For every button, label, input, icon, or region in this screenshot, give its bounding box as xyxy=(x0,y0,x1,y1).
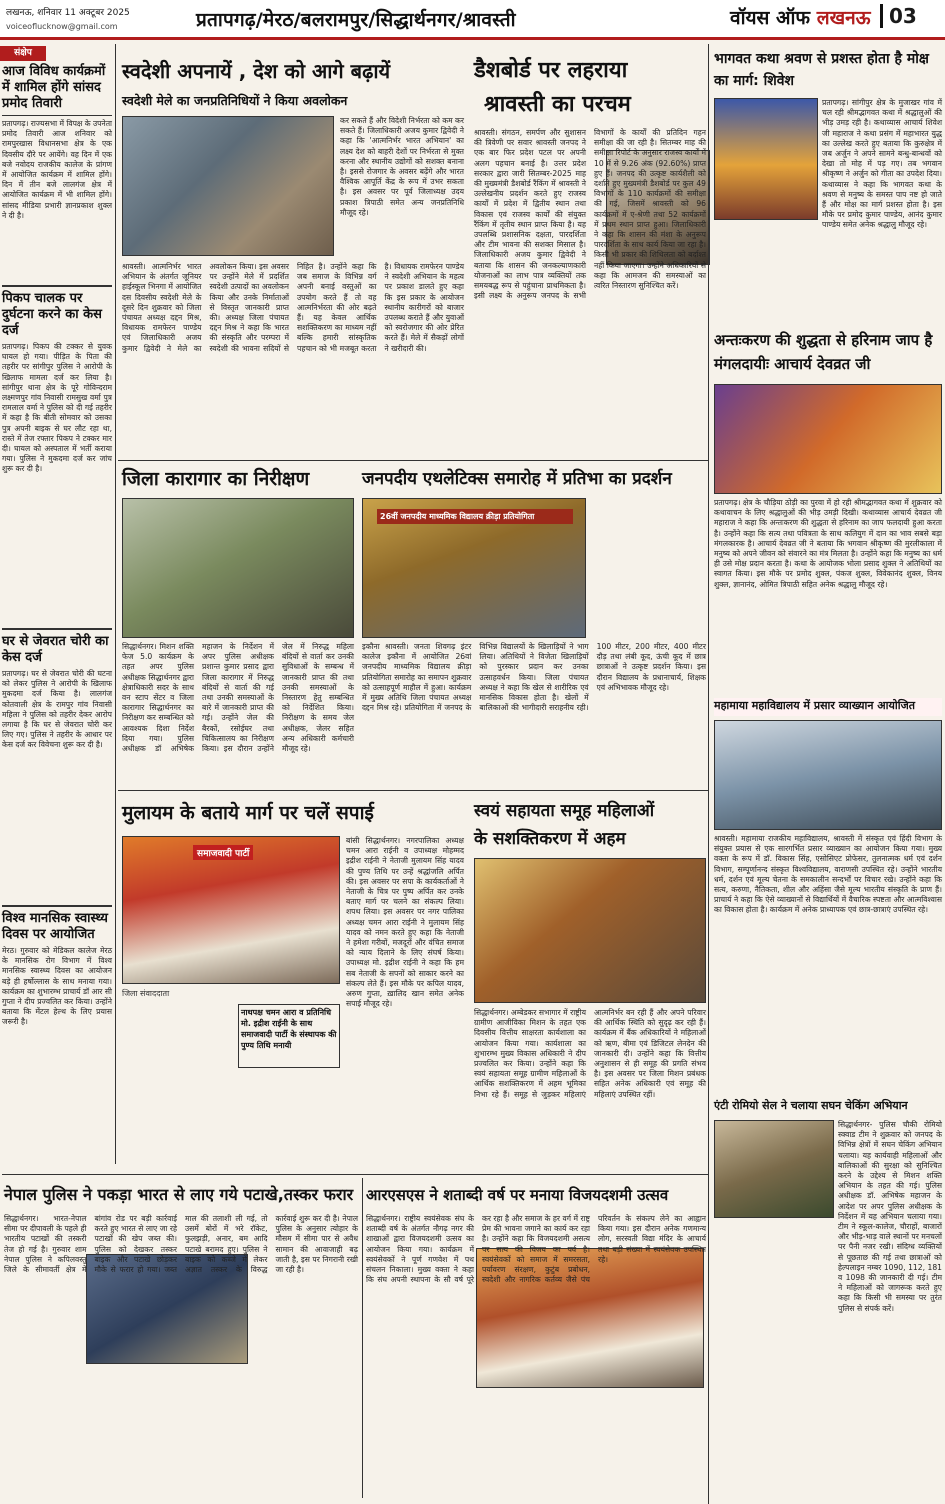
sidebar-headline-2: पिकप चालक पर दुर्घटना करने का केस दर्ज xyxy=(2,285,112,339)
story6-photo xyxy=(362,498,586,638)
story3-body: प्रतापगढ़। सांगीपुर क्षेत्र के मुजाखर गांव में चल रही श्रीमद्भागवत कथा में श्रद्धालुओं की भीड़ उमड़ रही है। कथाव्यास आचार्य शिवेश जी महाराज ने कथा प्रसंग में महाभारत युद्ध का उल्लेख करते हुए बताया कि कुरुक्षेत्र में जब अर्जुन ने अपने सामने बन्धु-बान्धवों को देखा तो मोह में पड़ गए। तब भगवान श्रीकृष्ण ने अर्जुन को गीता का उपदेश दिया। कथाव्यास ने कहा कि भागवत कथा के श्रवण से मनुष्य के समस्त पाप नष्ट हो जाते हैं और मोक्ष का मार्ग प्रशस्त होता है। इस मौके पर प्रमोद कुमार पाण्डेय, आनंद कुमार पाण्डेय समेत अनेक श्रद्धालु मौजूद रहे। xyxy=(822,98,942,230)
sidebar-headline-1: आज विविध कार्यक्रमों में शामिल होंगे सांसद प्रमोद तिवारी xyxy=(2,64,112,116)
masthead-email[interactable]: voiceoflucknow@gmail.com xyxy=(6,22,118,31)
page-number: 03 xyxy=(880,4,917,28)
story7-body: श्रावस्ती। महामाया राजकीय महाविद्यालय, श्रावस्ती में संस्कृत एवं हिंदी विभाग के संयुक्त प्रयास से एक सारगर्भित प्रसार व्याख्यान का आयोजन किया गया। मुख्य वक्ता के रूप में डॉ. विकास सिंह, एसोसिएट प्रोफेसर, तुलनात्मक धर्म एवं दर्शन विभाग, सम्पूर्णानन्द संस्कृत विश्वविद्यालय, वाराणसी उपस्थित रहे। उन्होंने भारतीय धर्म, दर्शन एवं मूल्य चेतना के समकालीन सन्दर्भों पर विचार रखे। उन्होंने कहा कि सत्य, करुणा, नैतिकता, शील और अहिंसा जैसे मूल्य भारतीय संस्कृति के प्राण हैं। प्राचार्य ने कहा कि ऐसे व्याख्यानों से विद्यार्थियों में वैचारिक स्पष्टता और आत्मविश्वास का विकास होता है। कार्यक्रम में अनेक प्राध्यापक एवं छात्र-छात्राएं उपस्थित रहे। xyxy=(714,834,942,915)
sidebar-divider xyxy=(115,44,116,1164)
story8-inset: नाथपक्ष चमन आरा व प्रतिनिधि मो. इद्रीश राईनी के साथ समाजवादी पार्टी के संस्थापक की पुण्य तिथि मनायी xyxy=(238,1004,340,1068)
story5-headline: जिला कारागार का निरीक्षण xyxy=(122,468,310,490)
sidebar-headline-4: विश्व मानसिक स्वास्थ्य दिवस पर आयोजित xyxy=(2,905,112,943)
story4-headline: अन्तःकरण की शुद्धता से हरिनाम जाप है मंगलदायीः आचार्य देवव्रत जी xyxy=(714,331,933,373)
story12-body: सिद्धार्थनगर। राष्ट्रीय स्वयंसेवक संघ के शताब्दी वर्ष के अंतर्गत नौगढ़ नगर की शाखाओं द्वारा विजयदशमी उत्सव का आयोजन किया गया। कार्यक्रम में स्वयंसेवकों ने पूर्ण गणवेश में पथ संचलन निकाला। मुख्य वक्ता ने कहा कि संघ अपनी स्थापना के सौ वर्ष पूरे कर रहा है और समाज के हर वर्ग में राष्ट्र प्रेम की भावना जगाने का कार्य कर रहा है। उन्होंने कहा कि विजयदशमी असत्य पर सत्य की विजय का पर्व है। स्वयंसेवकों को समाज में समरसता, पर्यावरण संरक्षण, कुटुंब प्रबोधन, स्वदेशी और नागरिक कर्तव्य जैसे पंच परिवर्तन के संकल्प लेने का आह्वान किया गया। इस दौरान अनेक गणमान्य लोग, सरस्वती विद्या मंदिर के आचार्य तथा बड़ी संख्या में स्वयंसेवक उपस्थित रहे। xyxy=(366,1214,706,1285)
masthead-cities: प्रतापगढ़/मेरठ/बलरामपुर/सिद्धार्थनगर/श्रावस्ती xyxy=(196,9,516,31)
sidebar-headline-3: घर से जेवरात चोरी का केस दर्ज xyxy=(2,628,112,666)
story7-headline: महामाया महाविद्यालय में प्रसार व्याख्यान आयोजित xyxy=(714,698,942,716)
story9-photo xyxy=(474,858,706,1003)
story6-banner: 26वीं जनपदीय माध्यमिक विद्यालय क्रीड़ा प्रतियोगिता xyxy=(377,509,573,524)
story8-headline: मुलायम के बताये मार्ग पर चलें सपाई xyxy=(122,802,374,824)
brand-part-1: वॉयस xyxy=(730,7,770,29)
story11-headline: नेपाल पुलिस ने पकड़ा भारत से लाए गये पटाखे,तस्कर फरार xyxy=(4,1185,354,1204)
story3-photo xyxy=(714,98,818,220)
story10-body-continued xyxy=(714,1222,942,1498)
story5-body: सिद्धार्थनगर। मिशन शक्ति फेज 5.0 कार्यक्रम के तहत अपर पुलिस अधीक्षक सिद्धार्थनगर द्वारा क्षेत्राधिकारी सदर के साथ वन स्टाप सेंटर व जिला कारागार सिद्धार्थनगर का निरीक्षण कर सम्बन्धित को आवश्यक दिशा निर्देश दिया गया। पुलिस अधीक्षक डॉ अभिषेक महाजन के निर्देशन में अपर पुलिस अधीक्षक प्रशान्त कुमार प्रसाद द्वारा जिला कारागार में निरुद्ध बंदियों से वार्ता की गई तथा उनकी समस्याओं के बारे में जानकारी प्राप्त की गई। उन्होंने जेल की बैरकों, रसोईघर तथा चिकित्सालय का निरीक्षण किया। इस दौरान उन्होंने जेल में निरुद्ध महिला बंदियों से वार्ता कर उनकी सुविधाओं के सम्बन्ध में जानकारी प्राप्त की तथा उनकी समस्याओं के निस्तारण हेतु सम्बन्धित को निर्देशित किया। निरीक्षण के समय जेल अधीक्षक, जेलर सहित अन्य अधिकारी कर्मचारी मौजूद रहे। xyxy=(122,642,354,754)
story2-body: श्रावस्ती। संगठन, समर्पण और सुशासन की त्रिवेणी पर सवार श्रावस्ती जनपद ने एक बार फिर प्रदेश पटल पर अपनी अलग पहचान बनाई है। उत्तर प्रदेश सरकार द्वारा जारी सितम्बर-2025 माह की मुख्यमंत्री डैशबोर्ड रैंकिंग में श्रावस्ती ने उल्लेखनीय प्रदर्शन करते हुए राजस्व कार्यों में प्रदेश में द्वितीय स्थान तथा विकास एवं राजस्व कार्यों की संयुक्त रैंकिंग में तृतीय स्थान प्राप्त किया है। यह उपलब्धि प्रशासनिक दक्षता, पारदर्शिता और टीम भावना की सशक्त मिसाल है। जिलाधिकारी अजय कुमार द्विवेदी ने बताया कि शासन की जनकल्याणकारी योजनाओं का लाभ पात्र व्यक्तियों तक समयबद्ध रूप से पहुंचाना प्राथमिकता है। इसी लक्ष्य के अनुरूप जनपद के सभी विभागों के कार्यों की प्रतिदिन गहन समीक्षा की जा रही है। सितम्बर माह की समीक्षा रिपोर्ट के अनुसार राजस्व कार्यों में 10 में से 9.26 अंक (92.60%) प्राप्त हुए हैं। जनपद की उत्कृष्ट कार्यशैली को दर्शाते हुए मुख्यमंत्री डैशबोर्ड पर कुल 49 विभागों के 110 कार्यक्रमों की समीक्षा की गई, जिसमें श्रावस्ती को 96 कार्यक्रमों में ए-श्रेणी तथा 52 कार्यक्रमों में प्रथम स्थान प्राप्त हुआ। जिलाधिकारी ने कहा कि शासन की मंशा के अनुरूप पारदर्शिता के साथ कार्य किया जा रहा है। किसी भी प्रकार की शिथिलता को बर्दाश्त नहीं किया जाएगा। उन्होंने अधिकारियों से कहा कि आमजन की समस्याओं का त्वरित निस्तारण सुनिश्चित करें। xyxy=(474,128,706,301)
story9-headline-2: के सशक्तिकरण में अहम xyxy=(474,829,626,849)
sidebar-body-3: प्रतापगढ़। घर से जेवरात चोरी की घटना को लेकर पुलिस ने आरोपी के खिलाफ मुकदमा दर्ज किया है। लालगंज कोतवाली क्षेत्र के रामपुर गांव निवासी महिला ने पुलिस को तहरीर देकर आरोप लगाया है कि घर से जेवरात चोरी कर लिए गए। पुलिस ने तहरीर के आधार पर केस दर्ज कर विवेचना शुरू कर दी है। xyxy=(2,669,112,750)
story5-top-rule xyxy=(118,460,708,461)
story6-body: इकौना श्रावस्ती। जनता शिवगढ़ इंटर कालेज इकौना में आयोजित 26वां जनपदीय माध्यमिक विद्यालय क्रीड़ा प्रतियोगिता समारोह का समापन शुक्रवार को उत्साहपूर्ण माहौल में हुआ। कार्यक्रम में मुख्य अतिथि जिला पंचायत अध्यक्ष दद्दन मिश्र रहे। प्रतियोगिता में जनपद के विभिन्न विद्यालयों के खिलाड़ियों ने भाग लिया। अतिथियों ने विजेता खिलाड़ियों को पुरस्कार प्रदान कर उनका उत्साहवर्धन किया। जिला पंचायत अध्यक्ष ने कहा कि खेल से शारीरिक एवं मानसिक विकास होता है। खेलों में बालिकाओं की भागीदारी सराहनीय रही। 100 मीटर, 200 मीटर, 400 मीटर दौड़ तथा लंबी कूद, ऊंची कूद में छात्र छात्राओं ने उत्कृष्ट प्रदर्शन किया। इस दौरान विद्यालय के प्रधानाचार्य, शिक्षक एवं अभिभावक मौजूद रहे। xyxy=(362,642,706,713)
story2-headline-1: डैशबोर्ड पर लहराया xyxy=(474,58,628,83)
story9-body: सिद्धार्थनगर। अम्बेडकर सभागार में राष्ट्रीय ग्रामीण आजीविका मिशन के तहत एक दिवसीय वित्तीय साक्षरता कार्यशाला का आयोजन किया गया। कार्यशाला का शुभारम्भ मुख्य विकास अधिकारी ने दीप प्रज्वलित कर किया। उन्होंने कहा कि स्वयं सहायता समूह ग्रामीण महिलाओं के आर्थिक सशक्तिकरण में अहम भूमिका निभा रहे हैं। समूह से जुड़कर महिलाएं आत्मनिर्भर बन रही हैं और अपने परिवार की आर्थिक स्थिति को सुदृढ़ कर रही हैं। कार्यक्रम में बैंक अधिकारियों ने महिलाओं को ऋण, बीमा एवं डिजिटल लेनदेन की जानकारी दी। उन्होंने कहा कि वित्तीय अनुशासन से ही समूह की प्रगति संभव है। इस अवसर पर जिला मिशन प्रबंधक सहित अनेक अधिकारी एवं समूह की महिलाएं उपस्थित रहीं। xyxy=(474,1008,706,1099)
story11-top-rule xyxy=(2,1174,708,1175)
story1-photo xyxy=(122,116,334,256)
sidebar-body-1: प्रतापगढ़। राज्यसभा में विपक्ष के उपनेता प्रमोद तिवारी आज शनिवार को रामपुरखास विधानसभा क्षेत्र के एक दिवसीय दौरे पर आयेंगे। वह दिन में एक बजे नवोदय राजकीय कालेज के प्रांगण में आयोजित कार्यक्रम में शामिल होंगे। दिन में तीन बजे लालगंज क्षेत्र में आयोजित कार्यक्रम में भी शामिल होंगे। सांसद मीडिया प्रभारी ज्ञानप्रकाश शुक्ल ने दी है। xyxy=(2,119,112,220)
story1-headline: स्वदेशी अपनायें , देश को आगे बढ़ायें xyxy=(122,59,391,83)
masthead-brand xyxy=(730,4,871,30)
sidebar xyxy=(2,64,112,1184)
story5-photo xyxy=(122,498,354,638)
story2-headline-2: श्रावस्ती का परचम xyxy=(484,92,631,117)
sidebar-tag: संक्षेप xyxy=(0,46,46,61)
story9-headline-1: स्वयं सहायता समूह महिलाओं xyxy=(474,801,655,821)
story10-photo xyxy=(714,1120,834,1218)
story1-subhead: स्वदेशी मेले का जनप्रतिनिधियों ने किया अवलोकन xyxy=(122,93,348,108)
masthead-date: लखनऊ, शनिवार 11 अक्टूबर 2025 xyxy=(6,8,130,18)
story8-top-rule xyxy=(118,790,708,791)
story1-body: श्रावस्ती। आत्मनिर्भर भारत अभियान के अंतर्गत जूनियर हाईस्कूल भिनगा में आयोजित दस दिवसीय स्वदेशी मेले के दूसरे दिन शुक्रवार को जिला पंचायत अध्यक्ष दद्दन मिश्र, विधायक रामफेरन पाण्डेय एवं जिलाधिकारी अजय कुमार द्विवेदी ने मेले का अवलोकन किया। इस अवसर पर उन्होंने मेले में प्रदर्शित स्वदेशी उत्पादों का अवलोकन किया और उनके निर्माताओं से विस्तृत जानकारी प्राप्त की। अध्यक्ष जिला पंचायत दद्दन मिश्र ने कहा कि भारत की संस्कृति और परम्परा में स्वदेशी की भावना सदियों से निहित है। उन्होंने कहा कि जब समाज के विभिन्न वर्ग अपनी बनाई वस्तुओं का उपयोग करते हैं तो वह आत्मनिर्भरता की ओर बढ़ते हैं। यह केवल आर्थिक सशक्तिकरण का माध्यम नहीं बल्कि हमारी सांस्कृतिक पहचान को भी मजबूत करता है। विधायक रामफेरन पाण्डेय ने स्वदेशी अभियान के महत्व पर प्रकाश डालते हुए कहा कि इस प्रकार के आयोजन स्थानीय कारीगरों को बाजार उपलब्ध कराते हैं और युवाओं को स्वरोजगार की ओर प्रेरित करते हैं। मेले में सैकड़ों लोगों ने खरीदारी की। xyxy=(122,262,464,353)
story6-headline: जनपदीय एथलेटिक्स समारोह में प्रतिभा का प्रदर्शन xyxy=(362,469,672,489)
story8-body: बांसी सिद्धार्थनगर। नगरपालिका अध्यक्ष चमन आरा राईनी व उपाध्यक्ष मोहम्मद इद्रीश राईनी ने नेताजी मुलायम सिंह यादव की पुण्य तिथि पर उन्हें श्रद्धांजलि अर्पित की। इस अवसर पर सपा के कार्यकर्ताओं ने नेताजी के चित्र पर पुष्प अर्पित कर उनके बताए मार्ग पर चलने का संकल्प लिया। शपथ लिया। इस अवसर पर नगर पालिका अध्यक्ष चमन आरा राईनी ने मुलायम सिंह यादव को नमन करते हुए कहा कि नेताजी ने हमेशा गरीबों, मजदूरों और वंचित समाज को न्याय दिलाने के लिए संघर्ष किया। उपाध्यक्ष मो. इद्रीश राईनी ने कहा कि हम सब नेताजी के सपनों को साकार करने का संकल्प लेते हैं। इस मौके पर कपिल यादव, अरुण गुप्ता, ख़ालिद खान समेत अनेक सपाई मौजूद रहे। xyxy=(346,836,464,1009)
story12-headline: आरएसएस ने शताब्दी वर्ष पर मनाया विजयदशमी उत्सव xyxy=(366,1186,669,1204)
story11-body: सिद्धार्थनगर। भारत-नेपाल सीमा पर दीपावली के पहले ही भारतीय पटाखों की तस्करी तेज हो गई है। गुरुवार शाम नेपाल पुलिस ने कपिलवस्तु जिले के सीमावर्ती क्षेत्र में बांगांव रोड पर बड़ी कार्रवाई करते हुए भारत से लाए जा रहे पटाखों की खेप जब्त की। पुलिस को देखकर तस्कर बाइक और पटाखे छोड़कर मौके से फरार हो गया। जब्त माल की तलाशी ली गई, तो उसमें बोरों में भरे रॉकेट, फुलझड़ी, अनार, बम आदि पटाखे बरामद हुए। पुलिस ने बाइक को कब्जे में लेकर अज्ञात तस्कर के विरुद्ध कार्रवाई शुरू कर दी है। नेपाल पुलिस के अनुसार त्योहार के मौसम में सीमा पार से अवैध सामान की आवाजाही बढ़ जाती है, इस पर निगरानी रखी जा रही है। xyxy=(4,1214,358,1275)
story4-photo xyxy=(714,384,942,494)
story3-headline: भागवत कथा श्रवण से प्रशस्त होता है मोक्ष का मार्ग: शिवेश xyxy=(714,51,929,89)
story1-body-top: कर सकते हैं और विदेशी निर्भरता को कम कर सकते हैं। जिलाधिकारी अजय कुमार द्विवेदी ने कहा कि 'आत्मनिर्भर भारत अभियान' का लक्ष्य देश को बाहरी देशों पर निर्भरता से मुक्त करना और स्थानीय उद्योगों को सशक्त बनाना है। इससे रोजगार के अवसर बढ़ेंगे और भारत वैश्विक आपूर्ति केंद्र के रूप में उभर सकता है। इस अवसर पर पूर्व जिलाध्यक्ष उदय प्रकाश त्रिपाठी समेत अन्य जनप्रतिनिधि मौजूद रहे। xyxy=(340,116,464,217)
sidebar-body-2: प्रतापगढ़। पिकप की टक्कर से युवक घायल हो गया। पीड़ित के पिता की तहरीर पर सांगीपुर पुलिस ने आरोपी के खिलाफ मामला दर्ज कर लिया है। सांगीपुर थाना क्षेत्र के पूरे गोविन्दराम लक्ष्मणपुर गांव निवासी रामसुख वर्मा पुत्र रामलाल वर्मा ने पुलिस को दी गई तहरीर में कहा है कि बीती सोमवार को उसका पुत्र अपनी बाइक से घर लौट रहा था, रास्ते में तेज रफ्तार पिकप ने टक्कर मार दी। घायल को अस्पताल में भर्ती कराया गया। पुलिस ने मुकदमा दर्ज कर जांच शुरू कर दी है। xyxy=(2,342,112,474)
story8-banner: समाजवादी पार्टी xyxy=(193,845,253,860)
sidebar-body-4: मेरठ। गुरुवार को मेडिकल कालेज मेरठ के मानसिक रोग विभाग में विश्व मानसिक स्वास्थ्य दिवस का आयोजन बड़े ही हर्षोल्लास के साथ मनाया गया। कार्यक्रम का शुभारम्भ प्राचार्य डॉ आर सी गुप्ता ने दीप प्रज्वलित कर किया। उन्होंने बताया कि मेंटल हेल्थ के लिए प्रयास जरूरी है। xyxy=(2,946,112,1027)
story2-divider xyxy=(708,44,709,1504)
story4-body: प्रतापगढ़। क्षेत्र के चौड़िया ठोड़ी का पुरवा में हो रही श्रीमद्भागवत कथा में शुक्रवार को कथावाचन के लिए श्रद्धालुओं की भीड़ उमड़ी दिखी। कथाव्यास आचार्य देवव्रत जी महाराज ने कहा कि अन्तःकरण की शुद्धता से हरिनाम का जाप फलदायी हुआ करता है। उन्होंने कहा कि सत्य तथा पवित्रता के साथ कलियुग में दान का भाव सबसे बड़ा मंगलकारक है। आचार्य देवव्रत जी ने बताया कि भगवान श्रीकृष्ण की मुरलीकाला में मनुष्य को अपने जीवन को संवारने का मंत्र मिलता है। उन्होंने कहा कि मनुष्य का धर्म ही उसे मोक्ष प्रदान करता है। कथा के आयोजक भोला प्रसाद शुक्ल ने अतिथियों का स्वागत किया। इस मौके पर प्रमोद शुक्ल, पंकज शुक्ल, विवेकानंद शुक्ल, विनय शुक्ल, ज्ञानानंद, ओमित त्रिपाठी सहित अनेक श्रद्धालु मौजूद रहे। xyxy=(714,498,942,589)
brand-part-2: ऑफ xyxy=(769,7,817,29)
story7-photo xyxy=(714,720,942,830)
story8-photo xyxy=(122,836,340,984)
brand-part-3: लखनऊ xyxy=(816,7,871,29)
story12-divider xyxy=(362,1178,363,1498)
masthead xyxy=(0,0,945,40)
story10-body: सिद्धार्थनगर- पुलिस चौकी रोमियो स्क्वाड टीम ने शुक्रवार को जनपद के विभिन्न क्षेत्रों में सघन चेकिंग अभियान चलाया। यह कार्यवाही महिलाओं और बालिकाओं की सुरक्षा को सुनिश्चित करने के उद्देश्य से मिशन शक्ति अभियान के तहत की गई। पुलिस अधीक्षक डॉ. अभिषेक महाजन के आदेश पर अपर पुलिस अधीक्षक के निर्देशन में यह अभियान चलाया गया। टीम ने स्कूल-कालेज, चौराहों, बाजारों और भीड़-भाड़ वाले स्थानों पर मनचलों पर पैनी नजर रखी। संदिग्ध व्यक्तियों से पूछताछ की गई तथा छात्राओं को हेल्पलाइन नम्बर 1090, 112, 181 व 1098 की जानकारी दी गई। टीम ने महिलाओं को जागरूक करते हुए कहा कि किसी भी समस्या पर तुरंत पुलिस से संपर्क करें। xyxy=(838,1120,942,1313)
story10-headline: एंटी रोमियो सेल ने चलाया सघन चेकिंग अभियान xyxy=(714,1099,908,1112)
story8-caption: जिला संवाददाता xyxy=(122,989,170,998)
